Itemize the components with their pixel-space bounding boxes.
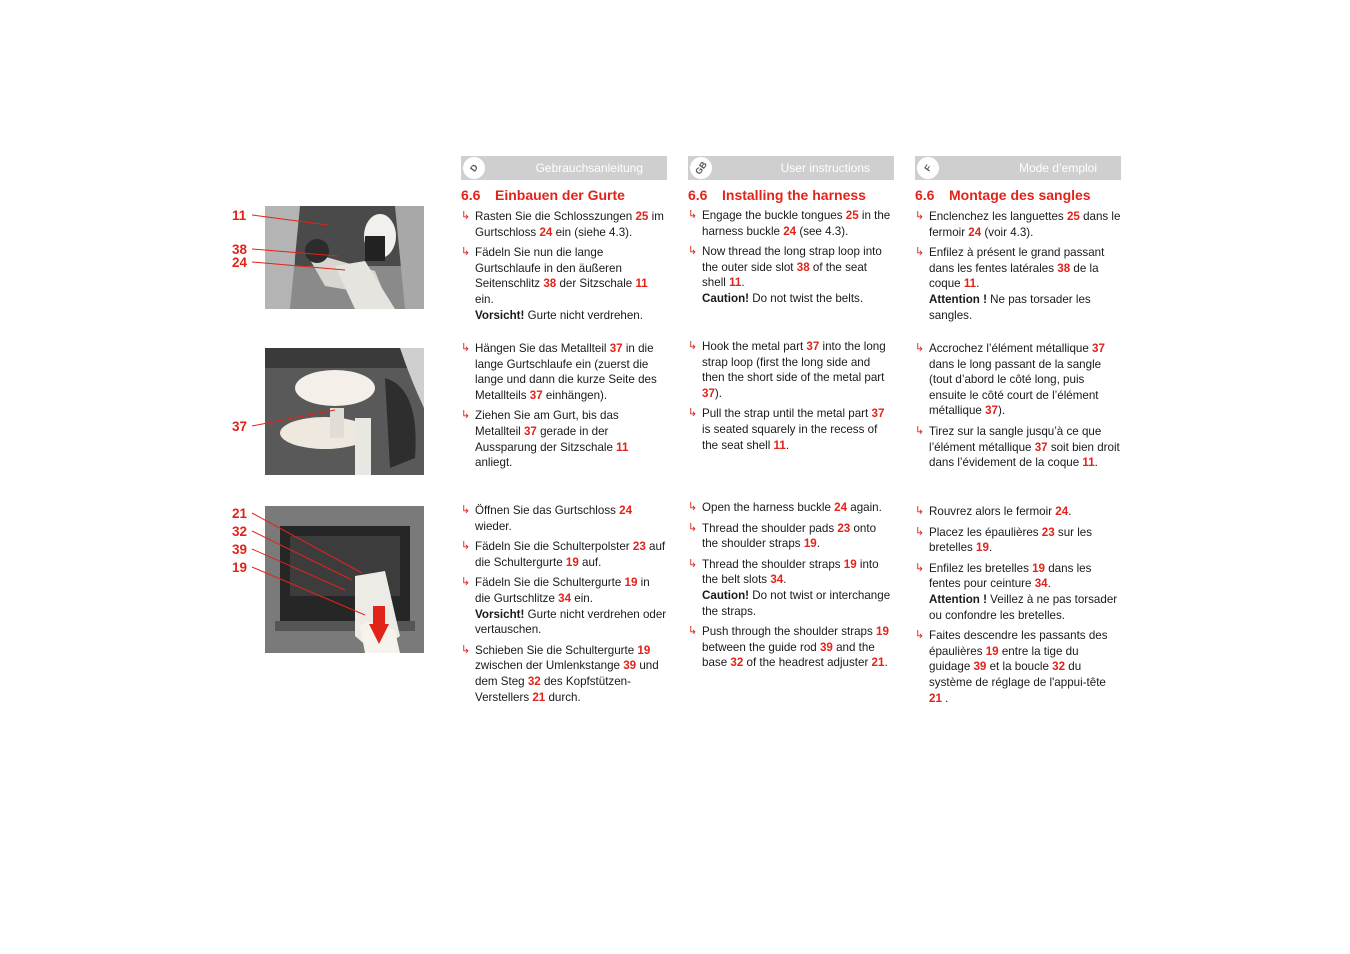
step-text: . [783, 573, 787, 587]
step-block [915, 504, 1121, 711]
language-header [688, 156, 894, 180]
part-number: 34 [558, 591, 572, 605]
part-number: 23 [837, 521, 851, 535]
instruction-step [688, 624, 894, 671]
step-text: soit bien droit dans l’évidement de la coque [929, 440, 1120, 470]
step-text: in die lange Gurtschlaufe ein (zuerst die lange und dann die kurze Seite des Metallteils [475, 342, 657, 402]
step-arrow-icon: ↳ [688, 557, 698, 570]
step-text: Placez les épaulières [929, 525, 1042, 539]
step-text: dans le long passant de la sangle (tout d’abord le côté long, puis ensuite le côté court de l’élément métallique [929, 357, 1102, 418]
part-number: 19 [565, 555, 579, 569]
step-text: again. [847, 501, 882, 514]
instruction-step [461, 209, 667, 240]
section-number: 6.6 [688, 187, 708, 203]
part-number: 19 [876, 625, 889, 639]
instruction-step [461, 408, 667, 470]
callout-number: 19 [232, 560, 248, 575]
step-text: auf. [578, 555, 602, 569]
part-number: 24 [834, 501, 848, 514]
part-number: 25 [845, 209, 859, 222]
step-text: et la boucle [986, 660, 1053, 674]
step-text: ). [997, 404, 1006, 418]
step-arrow-icon: ↳ [461, 576, 471, 589]
instruction-step [915, 424, 1121, 471]
step-arrow-icon: ↳ [915, 246, 925, 259]
part-number: 19 [637, 643, 651, 657]
part-number: 21 [532, 690, 546, 704]
step-text: in die Gurtschlitze [475, 576, 650, 605]
step-arrow-icon: ↳ [461, 540, 471, 553]
step-text: Fädeln Sie die Schulterpolster [475, 540, 633, 554]
part-number: 37 [985, 404, 998, 418]
section-title-text: Einbauen der Gurte [495, 187, 625, 203]
step-text: . [1094, 456, 1098, 470]
step-text: . [988, 541, 993, 555]
language-badge: F [913, 153, 944, 184]
step-text: . [941, 691, 949, 705]
part-number: 38 [796, 260, 810, 274]
step-text: Hook the metal part [702, 340, 807, 353]
step-text: de la coque [929, 261, 1099, 291]
section-title-text: Montage des sangles [949, 187, 1091, 203]
step-arrow-icon: ↳ [688, 625, 698, 638]
step-arrow-icon: ↳ [688, 521, 698, 534]
step-arrow-icon: ↳ [688, 245, 698, 258]
step-text: Veillez à ne pas torsader ou confondre les bretelles. [929, 592, 1118, 622]
step-text: (see 4.3). [796, 224, 849, 238]
step-text: Fädeln Sie die Schultergurte [475, 576, 625, 590]
callout-number: 11 [232, 208, 247, 223]
part-number: 24 [619, 504, 633, 517]
step-text: Hängen Sie das Metallteil [475, 342, 610, 355]
part-number: 11 [616, 440, 629, 454]
step-arrow-icon: ↳ [461, 504, 471, 516]
step-text: der Sitzschale [556, 277, 636, 291]
step-text: du système de réglage de l'appui-tête [929, 660, 1106, 689]
instruction-step [688, 521, 894, 552]
step-text: . [785, 438, 790, 452]
step-text: Rouvrez alors le fermoir [929, 505, 1056, 518]
header-title: Mode d’emploi [1018, 161, 1097, 175]
part-number: 37 [1034, 440, 1048, 454]
warning-label: Vorsicht! [475, 607, 525, 621]
warning-label: Attention ! [929, 592, 987, 606]
step-arrow-icon: ↳ [461, 643, 471, 656]
step-text: entre la tige du guidage [929, 644, 1079, 674]
step-text: Thread the shoulder straps [702, 557, 844, 571]
instruction-step [461, 245, 667, 323]
step-arrow-icon: ↳ [915, 342, 925, 354]
part-number: 21 [929, 691, 942, 705]
part-number: 23 [632, 540, 646, 554]
language-badge: GB [686, 153, 717, 184]
step-arrow-icon: ↳ [688, 501, 698, 513]
step-text: Schieben Sie die Schultergurte [475, 643, 638, 657]
step-text: gerade in der Aussparung der Sitzschale [475, 424, 617, 454]
step-text: and the base [702, 640, 875, 670]
step-block [915, 209, 1121, 328]
step-arrow-icon: ↳ [915, 505, 925, 517]
callout-number: 38 [232, 242, 248, 257]
part-number: 11 [729, 276, 742, 290]
step-text: wieder. [475, 519, 512, 533]
part-number: 39 [973, 660, 987, 674]
section-title [461, 187, 625, 203]
step-text: im Gurtschloss [475, 210, 664, 239]
step-arrow-icon: ↳ [915, 525, 925, 538]
part-number: 32 [1052, 660, 1066, 674]
callout-number: 32 [232, 524, 248, 539]
step-text: ein (siehe 4.3). [552, 225, 633, 239]
part-number: 38 [543, 277, 557, 291]
step-text: into the long strap loop (first the long side and then the short side of the metal part [702, 340, 886, 385]
step-text: (voir 4.3). [981, 225, 1034, 239]
step-text: onto the shoulder straps [702, 521, 877, 551]
part-number: 34 [1034, 577, 1048, 591]
part-number: 21 [871, 656, 885, 670]
instruction-step [461, 503, 667, 534]
step-text: dans le fermoir [929, 210, 1121, 239]
step-text: einhängen). [542, 388, 608, 402]
step-text: Pull the strap until the metal part [702, 407, 872, 421]
instruction-step [688, 557, 894, 619]
callout-number: 39 [232, 542, 248, 557]
part-number: 23 [1041, 525, 1055, 539]
step-text: Open the harness buckle [702, 501, 835, 514]
part-number: 37 [702, 386, 715, 400]
part-number: 37 [871, 407, 885, 421]
part-number: 19 [1032, 561, 1046, 575]
step-text: ). [714, 386, 722, 400]
step-arrow-icon: ↳ [461, 210, 471, 222]
instruction-step [461, 643, 667, 705]
step-text: of the headrest adjuster [743, 656, 872, 670]
part-number: 19 [624, 576, 638, 590]
step-arrow-icon: ↳ [688, 209, 698, 221]
step-text: anliegt. [475, 456, 513, 470]
part-number: 24 [783, 224, 797, 238]
step-text: . [816, 537, 820, 551]
part-number: 24 [968, 225, 982, 239]
instruction-step [915, 245, 1121, 323]
part-number: 11 [635, 277, 648, 291]
column-french [915, 156, 1121, 705]
step-block [461, 503, 667, 710]
instruction-step [461, 539, 667, 570]
step-text: . [1068, 505, 1072, 518]
language-header [915, 156, 1121, 180]
section-number: 6.6 [461, 187, 481, 203]
step-arrow-icon: ↳ [915, 424, 925, 437]
instruction-step [915, 504, 1121, 520]
part-number: 24 [1055, 505, 1069, 518]
step-text: in the harness buckle [702, 209, 891, 238]
step-text: Rasten Sie die Schlosszungen [475, 210, 636, 223]
instruction-step [688, 208, 894, 239]
step-arrow-icon: ↳ [688, 340, 698, 352]
warning-label: Vorsicht! [475, 308, 525, 322]
instruction-step [915, 209, 1121, 240]
instruction-step [915, 525, 1121, 556]
part-number: 11 [1082, 456, 1095, 470]
step-text: Enfilez à présent le grand passant dans les fentes latérales [929, 246, 1105, 275]
part-number: 11 [773, 438, 786, 452]
step-text: Ziehen Sie am Gurt, bis das Metallteil [475, 409, 619, 438]
photo-metal-part [265, 348, 424, 475]
step-text: Do not twist the belts. [749, 291, 864, 305]
step-block [461, 209, 667, 328]
warning-label: Attention ! [929, 292, 987, 306]
step-text: . [884, 656, 888, 670]
header-title: Gebrauchsanleitung [535, 161, 643, 175]
step-arrow-icon: ↳ [915, 210, 925, 222]
instruction-step [915, 561, 1121, 623]
instruction-step [915, 628, 1121, 706]
step-arrow-icon: ↳ [688, 407, 698, 420]
section-title [915, 187, 1091, 203]
instruction-step [688, 406, 894, 453]
part-number: 24 [539, 225, 553, 239]
step-text: into the belt slots [702, 557, 879, 587]
step-text: Enclenchez les languettes [929, 210, 1067, 223]
instruction-step [461, 575, 667, 637]
step-text: between the guide rod [702, 640, 820, 654]
step-text: Now thread the long strap loop into the outer side slot [702, 245, 882, 274]
step-text: Enfilez les bretelles [929, 561, 1033, 575]
step-text: und dem Steg [475, 659, 659, 688]
part-number: 19 [985, 644, 999, 658]
column-german [461, 156, 667, 704]
step-text: Fädeln Sie nun die lange Gurtschlaufe in den äußeren Seitenschlitz [475, 246, 622, 291]
language-header [461, 156, 667, 180]
step-arrow-icon: ↳ [915, 561, 925, 574]
instruction-step [915, 341, 1121, 419]
step-text: ein. [571, 591, 593, 605]
warning-label: Caution! [702, 291, 750, 305]
step-text: durch. [545, 690, 581, 704]
step-text: zwischen der Umlenkstange [475, 659, 624, 673]
step-text: Engage the buckle tongues [702, 209, 846, 222]
step-text: des Kopfstützen-Verstellers [475, 674, 631, 704]
section-title-text: Installing the harness [722, 187, 866, 203]
step-text: . [1047, 577, 1051, 591]
step-arrow-icon: ↳ [461, 246, 471, 259]
callout-number: 21 [232, 506, 248, 521]
photo-shoulder-straps [265, 506, 424, 653]
step-text: Öffnen Sie das Gurtschloss [475, 504, 620, 517]
instruction-step [688, 339, 894, 401]
step-text: Do not twist or interchange the straps. [702, 588, 891, 618]
step-arrow-icon: ↳ [461, 342, 471, 354]
part-number: 25 [635, 210, 649, 223]
instruction-step [688, 500, 894, 516]
step-text: Ne pas torsader les sangles. [929, 292, 1091, 322]
instruction-step [688, 244, 894, 306]
warning-label: Caution! [702, 588, 750, 602]
part-number: 25 [1066, 210, 1080, 223]
step-text: Gurte nicht verdrehen oder vertauschen. [475, 607, 667, 637]
part-number: 34 [770, 573, 784, 587]
step-text: is seated squarely in the recess of the seat shell [702, 422, 878, 452]
step-text: dans les fentes pour ceinture [929, 561, 1092, 591]
part-number: 19 [803, 537, 817, 551]
part-number: 19 [976, 541, 989, 555]
section-title [688, 187, 866, 203]
step-block [688, 500, 894, 676]
step-text: of the seat shell [702, 260, 868, 290]
step-text: Accrochez l’élément métallique [929, 342, 1093, 355]
step-text: Thread the shoulder pads [702, 521, 838, 535]
part-number: 11 [963, 277, 977, 291]
step-text: ein. [475, 292, 494, 306]
step-text: Gurte nicht verdrehen. [524, 308, 643, 322]
callout-number: 37 [232, 419, 248, 434]
step-text: Faites descendre les passants des épaulières [929, 629, 1108, 658]
part-number: 38 [1057, 261, 1071, 275]
step-text: Tirez sur la sangle jusqu’à ce que l’élément métallique [929, 424, 1102, 454]
step-text: Push through the shoulder straps [702, 625, 877, 639]
header-title: User instructions [780, 161, 870, 175]
step-arrow-icon: ↳ [461, 409, 471, 422]
instruction-step [461, 341, 667, 403]
part-number: 37 [806, 340, 820, 353]
step-text: . [976, 277, 980, 291]
part-number: 37 [1092, 342, 1105, 355]
part-number: 32 [527, 674, 541, 688]
callout-number: 24 [232, 255, 248, 270]
step-text: . [741, 276, 745, 290]
step-text: sur les bretelles [929, 525, 1093, 555]
part-number: 39 [819, 640, 833, 654]
column-english [688, 156, 894, 670]
language-badge: D [459, 153, 490, 184]
part-number: 37 [609, 342, 623, 355]
step-block [915, 341, 1121, 476]
part-number: 39 [623, 659, 637, 673]
step-block [688, 339, 894, 458]
part-number: 19 [843, 557, 857, 571]
step-block [461, 341, 667, 476]
step-arrow-icon: ↳ [915, 629, 925, 642]
step-text: auf die Schultergurte [475, 540, 666, 569]
section-number: 6.6 [915, 187, 935, 203]
photo-buckle-tongues [265, 206, 424, 309]
step-block [688, 208, 894, 312]
part-number: 37 [523, 424, 537, 438]
part-number: 32 [730, 656, 744, 670]
part-number: 37 [529, 388, 543, 402]
